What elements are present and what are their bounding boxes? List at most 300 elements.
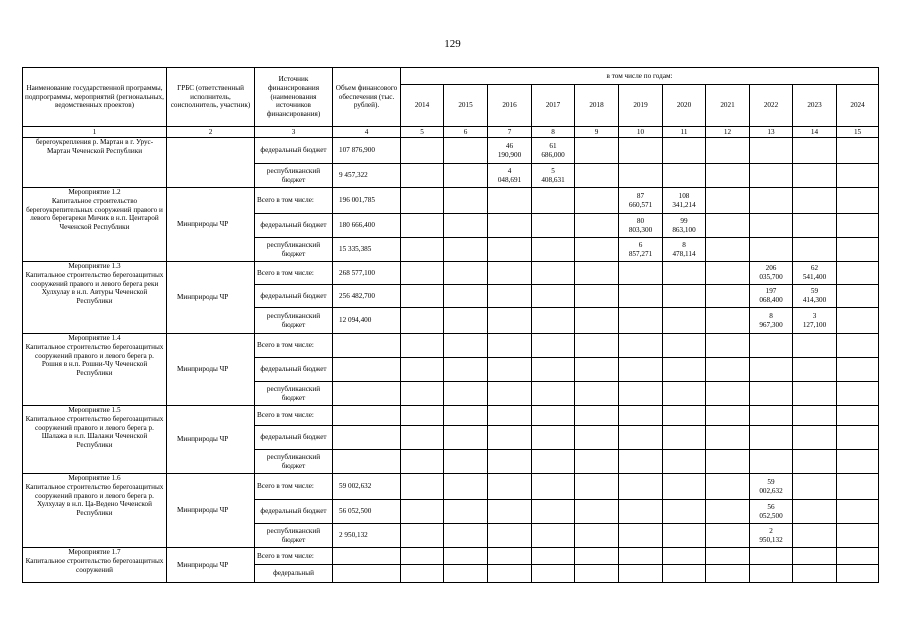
- measure-name: Мероприятие 1.5 Капитальное строительство берегозащитных сооружений правого и левого берега р. Шалажа в н.п. Шалажи Чеченской Республики: [23, 406, 167, 474]
- year-amount: [619, 334, 663, 358]
- year-amount: [401, 188, 444, 214]
- year-amount: [444, 138, 488, 164]
- measure-grbs: Минприроды ЧР: [167, 548, 255, 583]
- year-amount: 59 002,632: [750, 474, 793, 500]
- header-year: 2022: [750, 85, 793, 127]
- year-amount: [401, 474, 444, 500]
- column-number: 3: [255, 127, 333, 138]
- year-amount: [837, 500, 879, 524]
- column-number: 14: [793, 127, 837, 138]
- year-amount: [488, 548, 532, 565]
- year-amount: [488, 214, 532, 238]
- year-amount: [444, 565, 488, 583]
- year-amount: [706, 426, 750, 450]
- year-amount: [575, 524, 619, 548]
- column-number: 12: [706, 127, 750, 138]
- year-amount: [793, 426, 837, 450]
- year-amount: [750, 188, 793, 214]
- year-amount: [532, 214, 575, 238]
- year-amount: [575, 334, 619, 358]
- funding-volume: 107 876,900: [333, 138, 401, 164]
- funding-source: республиканский бюджет: [255, 450, 333, 474]
- column-number: 11: [663, 127, 706, 138]
- funding-source: республиканский бюджет: [255, 308, 333, 334]
- year-amount: [837, 406, 879, 426]
- year-amount: 99 863,100: [663, 214, 706, 238]
- funding-source: Всего в том числе:: [255, 548, 333, 565]
- funding-volume: [333, 565, 401, 583]
- year-amount: [837, 382, 879, 406]
- year-amount: [401, 406, 444, 426]
- table-row: [23, 548, 879, 565]
- year-amount: [401, 524, 444, 548]
- year-amount: [575, 238, 619, 262]
- year-amount: [619, 382, 663, 406]
- funding-volume: [333, 334, 401, 358]
- measure-name: Мероприятие 1.7 Капитальное строительство берегозащитных сооружений: [23, 548, 167, 583]
- column-number: 1: [23, 127, 167, 138]
- year-amount: [532, 262, 575, 285]
- year-amount: [793, 548, 837, 565]
- year-amount: [488, 474, 532, 500]
- funding-volume: 12 094,400: [333, 308, 401, 334]
- year-amount: [575, 406, 619, 426]
- year-amount: [837, 450, 879, 474]
- funding-volume: [333, 426, 401, 450]
- funding-source: Всего в том числе:: [255, 474, 333, 500]
- year-amount: [793, 565, 837, 583]
- year-amount: [401, 548, 444, 565]
- year-amount: [837, 188, 879, 214]
- header-year: 2018: [575, 85, 619, 127]
- funding-source: федеральный: [255, 565, 333, 583]
- column-number: 2: [167, 127, 255, 138]
- year-amount: [663, 548, 706, 565]
- year-amount: [837, 285, 879, 308]
- funding-source: федеральный бюджет: [255, 500, 333, 524]
- header-year: 2014: [401, 85, 444, 127]
- year-amount: [619, 524, 663, 548]
- page-number: 129: [444, 38, 461, 50]
- year-amount: [444, 406, 488, 426]
- year-amount: [401, 214, 444, 238]
- year-amount: [793, 500, 837, 524]
- year-amount: [575, 138, 619, 164]
- year-amount: [488, 238, 532, 262]
- funding-volume: 59 002,632: [333, 474, 401, 500]
- year-amount: [750, 358, 793, 382]
- year-amount: [575, 285, 619, 308]
- year-amount: [575, 262, 619, 285]
- year-amount: [488, 450, 532, 474]
- year-amount: [793, 188, 837, 214]
- measure-name: Мероприятие 1.3 Капитальное строительство берегозащитных сооружений правого и левого берега реки Хулхулау в н.п. Автуры Чеченской Республики: [23, 262, 167, 334]
- year-amount: [750, 334, 793, 358]
- funding-volume: 15 335,385: [333, 238, 401, 262]
- year-amount: [793, 164, 837, 188]
- year-amount: [488, 308, 532, 334]
- year-amount: [575, 500, 619, 524]
- year-amount: [401, 565, 444, 583]
- funding-volume: [333, 450, 401, 474]
- year-amount: [750, 382, 793, 406]
- funding-source: федеральный бюджет: [255, 214, 333, 238]
- year-amount: [575, 450, 619, 474]
- year-amount: [663, 138, 706, 164]
- year-amount: [532, 426, 575, 450]
- year-amount: [837, 565, 879, 583]
- year-amount: [750, 406, 793, 426]
- year-amount: [663, 164, 706, 188]
- year-amount: [575, 308, 619, 334]
- year-amount: [619, 565, 663, 583]
- year-amount: [750, 450, 793, 474]
- year-amount: 8 478,114: [663, 238, 706, 262]
- year-amount: [444, 238, 488, 262]
- year-amount: [663, 500, 706, 524]
- year-amount: 56 052,500: [750, 500, 793, 524]
- year-amount: [619, 262, 663, 285]
- header-by-years: в том числе по годам:: [401, 68, 879, 85]
- year-amount: [706, 334, 750, 358]
- year-amount: [444, 164, 488, 188]
- year-amount: [444, 358, 488, 382]
- measure-grbs: Минприроды ЧР: [167, 188, 255, 262]
- year-amount: 3 127,100: [793, 308, 837, 334]
- funding-source: федеральный бюджет: [255, 138, 333, 164]
- year-amount: [488, 426, 532, 450]
- year-amount: [401, 426, 444, 450]
- measure-grbs: Минприроды ЧР: [167, 262, 255, 334]
- year-amount: [575, 358, 619, 382]
- year-amount: [444, 548, 488, 565]
- year-amount: [532, 406, 575, 426]
- year-amount: [619, 358, 663, 382]
- measure-name: Мероприятие 1.4 Капитальное строительство берегозащитных сооружений правого и левого берега р. Рошня в н.п. Рошни-Чу Чеченской Республики: [23, 334, 167, 406]
- year-amount: [532, 238, 575, 262]
- measure-name: Мероприятие 1.2 Капитальное строительство берегоукрепительных сооружений правого и левого берегареки Мичик в н.п. Центарой Чеченской Республики: [23, 188, 167, 262]
- year-amount: [837, 358, 879, 382]
- table-row: [23, 138, 879, 164]
- year-amount: 4 048,691: [488, 164, 532, 188]
- year-amount: [706, 138, 750, 164]
- funding-volume: 9 457,322: [333, 164, 401, 188]
- year-amount: [488, 262, 532, 285]
- year-amount: 87 660,571: [619, 188, 663, 214]
- year-amount: [619, 285, 663, 308]
- year-amount: 59 414,300: [793, 285, 837, 308]
- year-amount: [837, 524, 879, 548]
- funding-volume: [333, 406, 401, 426]
- year-amount: [706, 238, 750, 262]
- funding-source: Всего в том числе:: [255, 262, 333, 285]
- measure-grbs: [167, 138, 255, 188]
- year-amount: [444, 426, 488, 450]
- funding-volume: 268 577,100: [333, 262, 401, 285]
- year-amount: [401, 450, 444, 474]
- year-amount: [793, 382, 837, 406]
- year-amount: [706, 548, 750, 565]
- year-amount: [706, 524, 750, 548]
- year-amount: [401, 164, 444, 188]
- year-amount: [619, 548, 663, 565]
- column-number: 5: [401, 127, 444, 138]
- year-amount: [444, 500, 488, 524]
- year-amount: [706, 164, 750, 188]
- year-amount: [837, 334, 879, 358]
- year-amount: [575, 565, 619, 583]
- header-year: 2021: [706, 85, 750, 127]
- funding-source: республиканский бюджет: [255, 382, 333, 406]
- year-amount: [444, 382, 488, 406]
- header-year: 2015: [444, 85, 488, 127]
- year-amount: [793, 238, 837, 262]
- year-amount: [532, 474, 575, 500]
- year-amount: [750, 214, 793, 238]
- year-amount: [401, 382, 444, 406]
- year-amount: [401, 238, 444, 262]
- year-amount: [488, 524, 532, 548]
- header-source: Источник финансирования (наименования источников финансирования): [255, 68, 333, 127]
- header-name: Наименование государственной программы, подпрограммы, мероприятий (региональных, ведомственных проектов): [23, 68, 167, 127]
- year-amount: [663, 382, 706, 406]
- year-amount: [619, 474, 663, 500]
- year-amount: [488, 382, 532, 406]
- year-amount: [444, 524, 488, 548]
- header-year: 2024: [837, 85, 879, 127]
- year-amount: [793, 334, 837, 358]
- year-amount: [663, 262, 706, 285]
- year-amount: [488, 285, 532, 308]
- measure-grbs: Минприроды ЧР: [167, 474, 255, 548]
- column-number: 7: [488, 127, 532, 138]
- year-amount: [663, 565, 706, 583]
- year-amount: [444, 334, 488, 358]
- year-amount: [575, 474, 619, 500]
- year-amount: [706, 565, 750, 583]
- header-grbs: ГРБС (ответственный исполнитель, соисполнитель, участник): [167, 68, 255, 127]
- year-amount: [663, 426, 706, 450]
- year-amount: [401, 138, 444, 164]
- year-amount: 197 068,400: [750, 285, 793, 308]
- funding-source: республиканский бюджет: [255, 524, 333, 548]
- funding-source: федеральный бюджет: [255, 285, 333, 308]
- year-amount: [444, 285, 488, 308]
- financing-table: [22, 67, 879, 583]
- year-amount: [532, 548, 575, 565]
- year-amount: 2 950,132: [750, 524, 793, 548]
- year-amount: [488, 334, 532, 358]
- year-amount: [619, 406, 663, 426]
- year-amount: [837, 214, 879, 238]
- funding-volume: 180 666,400: [333, 214, 401, 238]
- year-amount: [401, 500, 444, 524]
- year-amount: [401, 285, 444, 308]
- year-amount: [532, 358, 575, 382]
- year-amount: [619, 450, 663, 474]
- year-amount: [837, 474, 879, 500]
- column-number: 15: [837, 127, 879, 138]
- year-amount: [706, 406, 750, 426]
- year-amount: [750, 548, 793, 565]
- year-amount: [575, 164, 619, 188]
- funding-source: Всего в том числе:: [255, 406, 333, 426]
- year-amount: [401, 308, 444, 334]
- table-header: [23, 68, 879, 138]
- year-amount: [793, 138, 837, 164]
- funding-source: Всего в том числе:: [255, 334, 333, 358]
- year-amount: [532, 285, 575, 308]
- header-year: 2020: [663, 85, 706, 127]
- table-row: [23, 334, 879, 358]
- year-amount: [488, 500, 532, 524]
- year-amount: [619, 138, 663, 164]
- year-amount: [444, 188, 488, 214]
- column-number: 6: [444, 127, 488, 138]
- year-amount: 46 190,900: [488, 138, 532, 164]
- funding-source: республиканский бюджет: [255, 164, 333, 188]
- year-amount: 5 408,631: [532, 164, 575, 188]
- year-amount: [575, 382, 619, 406]
- year-amount: 206 035,700: [750, 262, 793, 285]
- year-amount: [837, 548, 879, 565]
- table-body: [23, 138, 879, 583]
- year-amount: [532, 188, 575, 214]
- year-amount: [532, 524, 575, 548]
- header-year: 2023: [793, 85, 837, 127]
- funding-volume: 2 950,132: [333, 524, 401, 548]
- year-amount: [793, 358, 837, 382]
- funding-volume: 196 001,785: [333, 188, 401, 214]
- year-amount: [575, 548, 619, 565]
- measure-name: Мероприятие 1.6 Капитальное строительство берегозащитных сооружений правого и левого берега р. Хулхулау в н.п. Ца-Ведено Чеченской Республики: [23, 474, 167, 548]
- year-amount: [663, 524, 706, 548]
- year-amount: [488, 188, 532, 214]
- year-amount: [750, 164, 793, 188]
- column-number: 13: [750, 127, 793, 138]
- year-amount: [663, 334, 706, 358]
- year-amount: [837, 238, 879, 262]
- year-amount: 80 803,300: [619, 214, 663, 238]
- funding-volume: 56 052,500: [333, 500, 401, 524]
- year-amount: [444, 308, 488, 334]
- year-amount: [488, 406, 532, 426]
- year-amount: [619, 308, 663, 334]
- year-amount: [619, 426, 663, 450]
- year-amount: [837, 164, 879, 188]
- year-amount: [532, 334, 575, 358]
- table-row: [23, 262, 879, 285]
- column-number: 9: [575, 127, 619, 138]
- measure-grbs: Минприроды ЧР: [167, 406, 255, 474]
- year-amount: [444, 262, 488, 285]
- year-amount: [619, 164, 663, 188]
- year-amount: [532, 500, 575, 524]
- year-amount: [575, 426, 619, 450]
- year-amount: [750, 238, 793, 262]
- year-amount: [793, 450, 837, 474]
- year-amount: [488, 565, 532, 583]
- year-amount: [575, 188, 619, 214]
- year-amount: [444, 214, 488, 238]
- year-amount: [793, 474, 837, 500]
- year-amount: [401, 262, 444, 285]
- year-amount: [532, 565, 575, 583]
- year-amount: [706, 450, 750, 474]
- year-amount: [663, 474, 706, 500]
- year-amount: [706, 262, 750, 285]
- funding-volume: [333, 358, 401, 382]
- year-amount: 61 686,000: [532, 138, 575, 164]
- header-year: 2019: [619, 85, 663, 127]
- year-amount: [837, 262, 879, 285]
- funding-source: федеральный бюджет: [255, 426, 333, 450]
- year-amount: [401, 334, 444, 358]
- year-amount: [706, 308, 750, 334]
- year-amount: [532, 308, 575, 334]
- column-number: 10: [619, 127, 663, 138]
- measure-grbs: Минприроды ЧР: [167, 334, 255, 406]
- year-amount: [663, 406, 706, 426]
- year-amount: [793, 524, 837, 548]
- year-amount: [750, 426, 793, 450]
- column-number: 4: [333, 127, 401, 138]
- year-amount: [663, 450, 706, 474]
- measure-name: берегоукрепления р. Мартан в г. Урус-Мартан Чеченской Республики: [23, 138, 167, 188]
- table-row: [23, 406, 879, 426]
- header-year: 2017: [532, 85, 575, 127]
- year-amount: [532, 450, 575, 474]
- year-amount: [793, 214, 837, 238]
- year-amount: [837, 138, 879, 164]
- year-amount: [793, 406, 837, 426]
- year-amount: 62 541,400: [793, 262, 837, 285]
- funding-volume: 256 482,700: [333, 285, 401, 308]
- year-amount: [750, 138, 793, 164]
- year-amount: 8 967,300: [750, 308, 793, 334]
- funding-source: республиканский бюджет: [255, 238, 333, 262]
- year-amount: [706, 285, 750, 308]
- year-amount: [663, 285, 706, 308]
- table-row: [23, 474, 879, 500]
- funding-volume: [333, 548, 401, 565]
- funding-source: федеральный бюджет: [255, 358, 333, 382]
- year-amount: [706, 214, 750, 238]
- header-year: 2016: [488, 85, 532, 127]
- year-amount: [837, 426, 879, 450]
- table-row: [23, 188, 879, 214]
- year-amount: [619, 500, 663, 524]
- year-amount: [663, 358, 706, 382]
- year-amount: 6 857,271: [619, 238, 663, 262]
- year-amount: [401, 358, 444, 382]
- header-volume: Объем финансового обеспечения (тыс. рублей).: [333, 68, 401, 127]
- year-amount: [706, 188, 750, 214]
- funding-volume: [333, 382, 401, 406]
- year-amount: [444, 450, 488, 474]
- year-amount: [706, 474, 750, 500]
- year-amount: [750, 565, 793, 583]
- year-amount: [706, 500, 750, 524]
- column-number: 8: [532, 127, 575, 138]
- year-amount: [706, 382, 750, 406]
- year-amount: [532, 382, 575, 406]
- year-amount: [663, 308, 706, 334]
- year-amount: [837, 308, 879, 334]
- year-amount: [575, 214, 619, 238]
- funding-source: Всего в том числе:: [255, 188, 333, 214]
- year-amount: [706, 358, 750, 382]
